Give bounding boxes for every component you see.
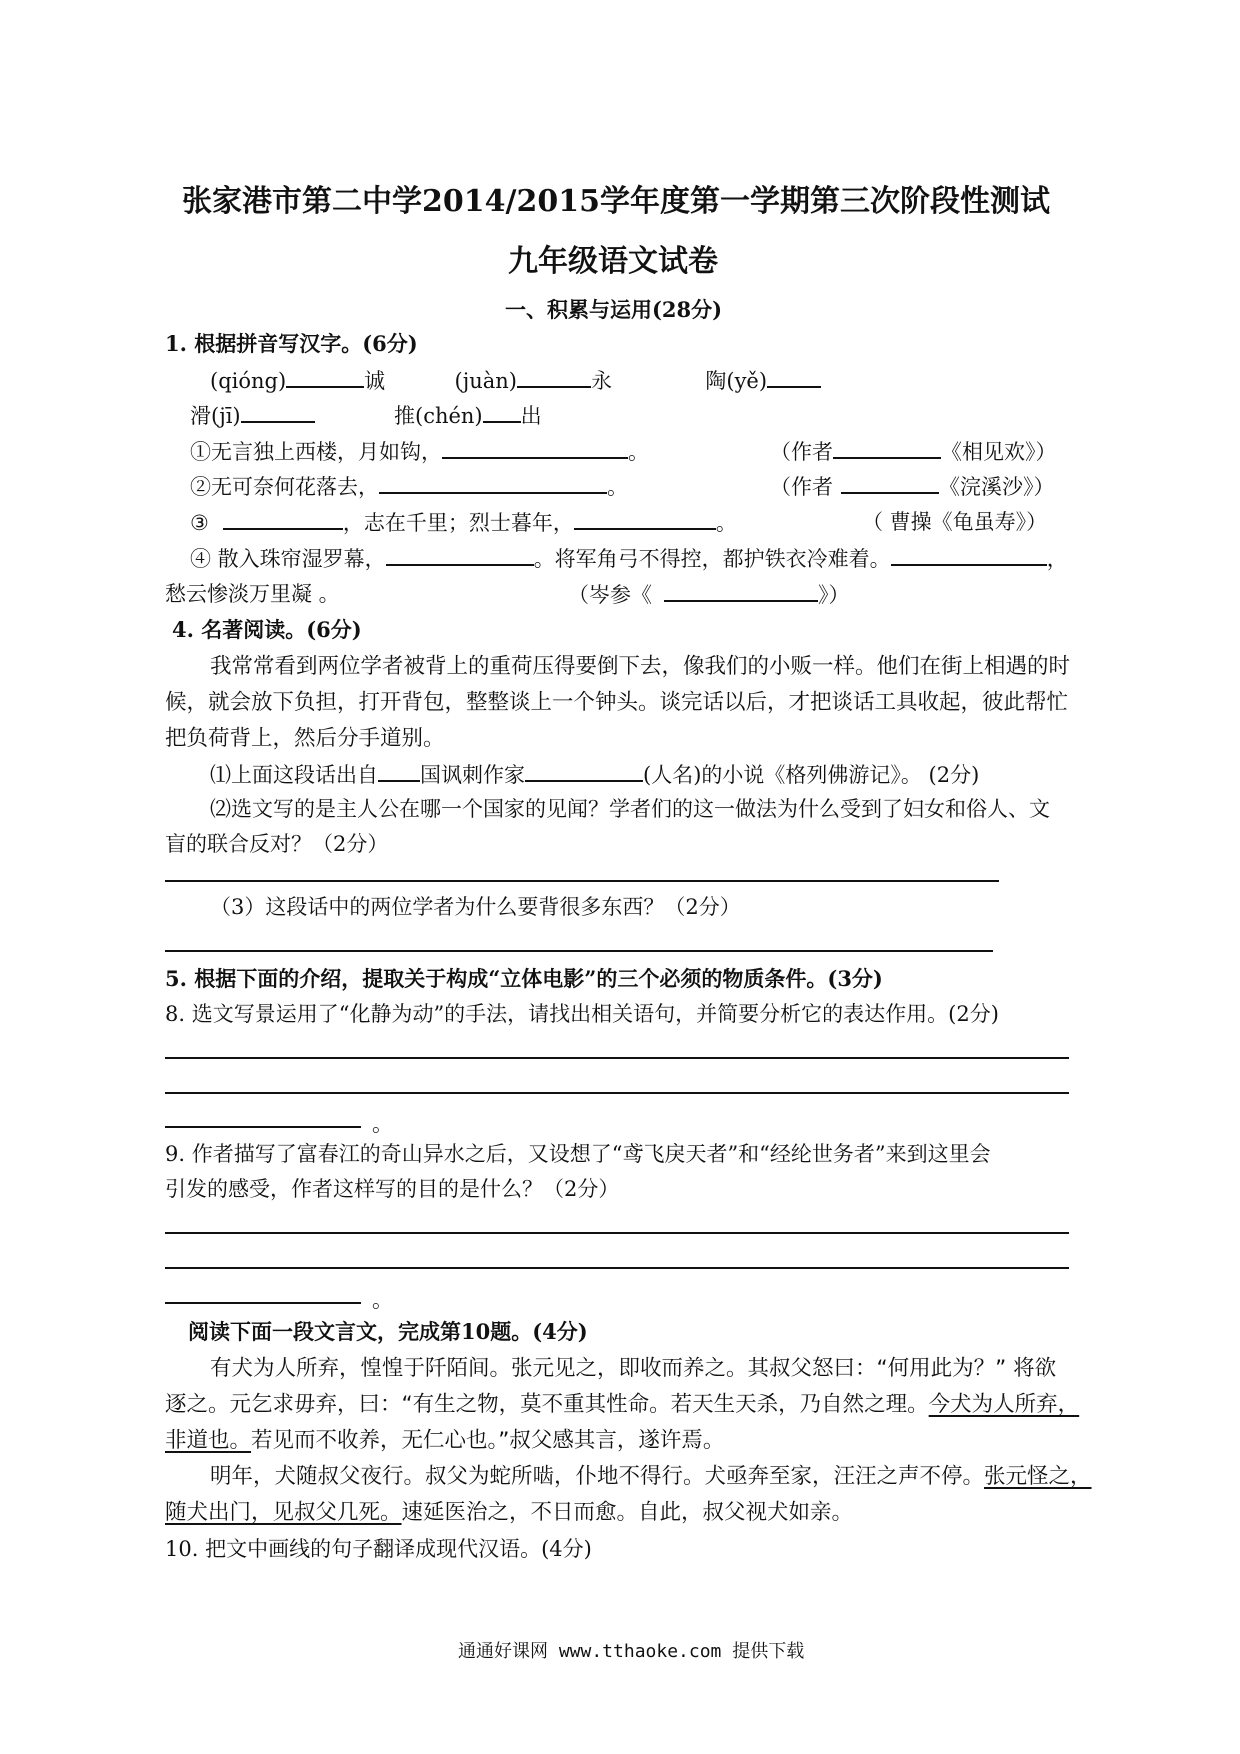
answer-blank[interactable] — [841, 472, 939, 494]
char-yong: 永 — [591, 369, 612, 393]
exam-title: 张家港市第二中学2014/2015学年度第一学期第三次阶段性测试 — [182, 184, 1050, 219]
q9-end: 。 — [372, 1288, 393, 1312]
poem-3 — [190, 508, 737, 537]
classical-line — [210, 1463, 1092, 1491]
poem-4 — [190, 544, 1068, 573]
answer-blank[interactable] — [483, 401, 521, 423]
classical-line: 有犬为人所弃，惶惶于阡陌间。张元见之，即收而养之。其叔父怒曰：“何用此为？” 将欲 — [210, 1356, 1057, 1381]
char-cheng: 诚 — [364, 369, 386, 393]
classical-text: 明年，犬随叔父夜行。叔父为蛇所啮，仆地不得行。犬亟奔至家，汪汪之声不停。 — [210, 1464, 985, 1489]
answer-blank[interactable] — [223, 508, 343, 530]
answer-blank[interactable] — [664, 580, 818, 602]
source-prefix: （作者 — [770, 475, 833, 499]
poem-1 — [190, 437, 649, 466]
answer-line[interactable] — [165, 1092, 1069, 1094]
answer-blank[interactable] — [891, 544, 1047, 566]
answer-blank[interactable] — [767, 366, 821, 388]
poem-1-end: 。 — [628, 440, 649, 464]
classical-heading: 阅读下面一段文言文，完成第10题。(4分) — [188, 1319, 588, 1344]
poem-1-text: ①无言独上西楼，月如钩， — [190, 440, 442, 464]
underlined-sentence: 随犬出门，见叔父几死。 — [165, 1500, 402, 1525]
char-chu: 出 — [520, 404, 542, 428]
pinyin-juan: (juàn) — [454, 369, 517, 393]
answer-line[interactable] — [165, 1126, 361, 1128]
answer-line[interactable] — [165, 950, 993, 952]
section-heading: 一、积累与运用(28分) — [505, 297, 723, 322]
q4-sub3: （3）这段话中的两位学者为什么要背很多东西？（2分） — [210, 895, 741, 919]
q4-sub1-text3: (人名)的小说《格列佛游记》。 (2分) — [643, 763, 980, 787]
answer-blank[interactable] — [241, 401, 315, 423]
q4-passage-line: 候，就会放下负担，打开背包，整整谈上一个钟头。谈完话以后，才把谈话工具收起，彼此帮忙 — [165, 690, 1069, 715]
poem-2-text: ②无可奈何花落去， — [190, 475, 379, 499]
poem-4-text: ④ 散入珠帘湿罗幕， — [190, 547, 386, 571]
poem-4-end: ， — [1046, 547, 1068, 571]
source-suffix: 《浣溪沙》） — [939, 475, 1055, 499]
classical-line — [165, 1499, 853, 1527]
poem-2-source — [770, 472, 1055, 501]
q1-heading: 1. 根据拼音写汉字。(6分) — [165, 331, 418, 356]
exam-subtitle: 九年级语文试卷 — [508, 244, 718, 279]
q8-end: 。 — [372, 1112, 393, 1136]
q4-heading: 4. 名著阅读。(6分) — [172, 617, 362, 642]
source-suffix: 》） — [818, 583, 850, 607]
q4-passage-line: 把负荷背上，然后分手道别。 — [165, 726, 445, 751]
poem-3-text: ，志在千里；烈士暮年， — [342, 511, 574, 535]
poem-3-source: （ 曹操《龟虽寿》） — [862, 510, 1048, 534]
answer-line[interactable] — [165, 880, 999, 882]
answer-blank[interactable] — [525, 760, 643, 782]
answer-blank[interactable] — [833, 437, 941, 459]
q4-passage-line: 我常常看到两位学者被背上的重荷压得要倒下去，像我们的小贩一样。他们在街上相遇的时 — [210, 654, 1071, 679]
classical-text: 逐之。元乞求毋弃，曰：“有生之物，莫不重其性命。若天生天杀，乃自然之理。 — [165, 1392, 929, 1417]
answer-line[interactable] — [165, 1057, 1069, 1059]
source-suffix: 《相见欢》） — [941, 440, 1057, 464]
pinyin-chen: 推(chén) — [394, 404, 483, 428]
q4-sub1 — [210, 760, 979, 789]
pinyin-qiong: (qióng) — [210, 369, 287, 393]
footer-text: 通通好课网 www.tthaoke.com 提供下载 — [458, 1641, 805, 1662]
underlined-sentence: 张元怪之， — [984, 1464, 1092, 1489]
poem-4-line2: 愁云惨淡万里凝 。 — [165, 582, 340, 606]
classical-line — [165, 1391, 1079, 1419]
classical-line — [165, 1427, 724, 1455]
q9-line1: 9. 作者描写了富春江的奇山异水之后，又设想了“鸢飞戾天者”和“经纶世务者”来到这里会 — [165, 1142, 991, 1166]
underlined-sentence: 非道也。 — [165, 1428, 252, 1453]
answer-line[interactable] — [165, 1232, 1069, 1234]
q8-text: 8. 选文写景运用了“化静为动”的手法，请找出相关语句，并简要分析它的表达作用。(2分) — [165, 1002, 999, 1026]
q4-sub1-text: ⑴上面这段话出自 — [210, 763, 378, 787]
answer-blank[interactable] — [379, 472, 607, 494]
answer-blank[interactable] — [386, 544, 534, 566]
pinyin-ye: 陶(yě) — [705, 369, 768, 393]
poem-4-source — [568, 580, 850, 609]
poem-1-source — [770, 437, 1057, 466]
source-prefix: （作者 — [770, 440, 833, 464]
q4-sub2-line2: 盲的联合反对？（2分） — [165, 832, 389, 856]
q4-sub1-text2: 国讽刺作家 — [420, 763, 525, 787]
answer-blank[interactable] — [378, 760, 420, 782]
q4-sub2-line1: ⑵选文写的是主人公在哪一个国家的见闻？学者们的这一做法为什么受到了妇女和俗人、文 — [210, 797, 1050, 821]
poem-3-number: ③ — [190, 511, 209, 535]
answer-blank[interactable] — [517, 366, 591, 388]
source-prefix: （岑参《 — [568, 583, 652, 607]
answer-blank[interactable] — [574, 508, 716, 530]
answer-blank[interactable] — [442, 437, 628, 459]
answer-blank[interactable] — [286, 366, 364, 388]
q1-row2 — [190, 401, 542, 430]
answer-line[interactable] — [165, 1267, 1069, 1269]
answer-line[interactable] — [165, 1302, 361, 1304]
poem-3-end: 。 — [715, 511, 737, 535]
classical-text: 若见而不收养，无仁心也。”叔父感其言，遂许焉。 — [251, 1428, 725, 1453]
poem-4-mid: 。将军角弓不得控，都护铁衣冷难着。 — [533, 547, 891, 571]
underlined-sentence: 今犬为人所弃， — [928, 1392, 1080, 1417]
poem-2-end: 。 — [607, 475, 628, 499]
classical-text: 速延医治之，不日而愈。自此，叔父视犬如亲。 — [401, 1500, 854, 1525]
pinyin-ji: 滑(jī) — [190, 404, 241, 428]
q9-line2: 引发的感受，作者这样写的目的是什么？（2分） — [165, 1177, 620, 1201]
poem-2 — [190, 472, 628, 501]
q5-heading: 5. 根据下面的介绍，提取关于构成“立体电影”的三个必须的物质条件。(3分) — [165, 966, 883, 991]
q10-text: 10. 把文中画线的句子翻译成现代汉语。(4分) — [165, 1537, 592, 1561]
q1-row1 — [210, 366, 821, 395]
